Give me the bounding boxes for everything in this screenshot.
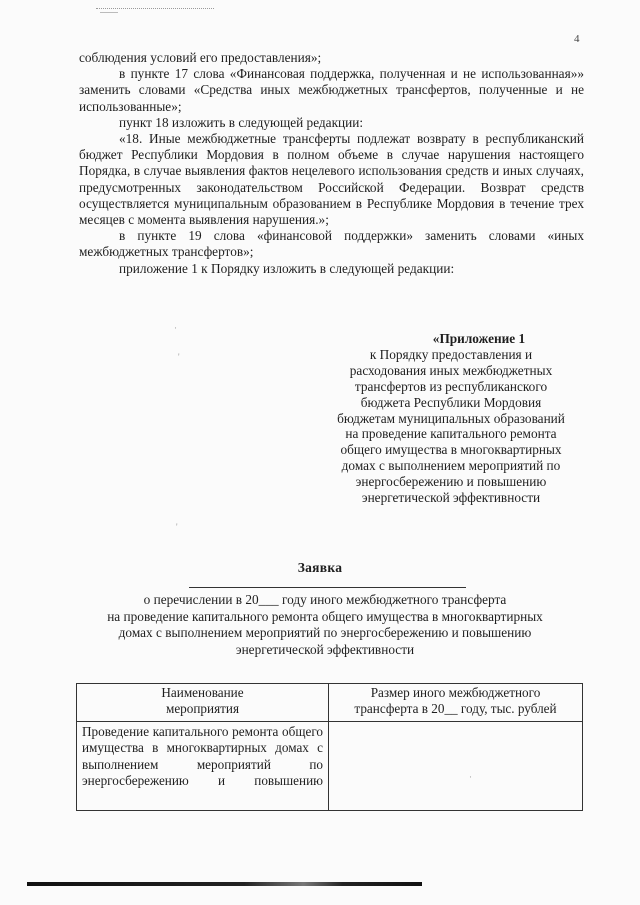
body-paragraph: соблюдения условий его предоставления»; xyxy=(79,50,322,65)
appendix-caption-line: домах с выполнением мероприятий по xyxy=(341,458,561,474)
request-subtitle-line: на проведение капитального ремонта общего имущества в многоквартирных xyxy=(107,608,543,624)
appendix-caption-line: на проведение капитального ремонта xyxy=(345,426,557,442)
request-subtitle xyxy=(75,592,575,658)
appendix-caption-line: расходования иных межбюджетных xyxy=(349,362,553,378)
scan-speck: ' xyxy=(176,522,178,532)
scan-speck: · xyxy=(174,323,177,333)
appendix-title: «Приложение 1 xyxy=(432,331,526,346)
appendix-caption-line: общего имущества в многоквартирных xyxy=(340,442,562,458)
request-subtitle-line: энергетической эффективности xyxy=(235,641,415,657)
request-subtitle-line: домах с выполнением мероприятий по энергосбережению и повышению xyxy=(118,625,532,640)
appendix-caption-line: трансфертов из республиканского xyxy=(354,378,548,394)
cell-amount xyxy=(329,722,583,811)
amendment-text xyxy=(79,50,584,277)
body-paragraph: в пункте 19 слова «финансовой поддержки» заменить словами «иных межбюджетных трансфертов»; xyxy=(79,228,584,260)
scan-speck: · xyxy=(469,772,472,782)
table-row xyxy=(77,722,583,811)
scan-artifact-top-mark xyxy=(100,12,118,13)
scan-artifact-bottom-bar xyxy=(27,882,422,886)
appendix-caption xyxy=(316,347,586,506)
appendix-caption-line: бюджета Республики Мордовия xyxy=(360,394,542,410)
scan-artifact-top xyxy=(96,8,214,11)
table-header-row xyxy=(77,684,583,722)
column-header-amount: Размер иного межбюджетного трансферта в 20__ году, тыс. рублей xyxy=(329,684,583,722)
appendix-caption-line: энергосбережению и повышению xyxy=(355,474,547,490)
column-header-event: Наименование мероприятия xyxy=(77,684,329,722)
body-paragraph: пункт 18 изложить в следующей редакции: xyxy=(119,114,364,130)
body-paragraph: «18. Иные межбюджетные трансферты подлежат возврату в республиканский бюджет Республики Мордовия в полном объеме в случае нарушения настоящего Порядка, в случае выявления фактов нецелевого использования средств и иных случаях, предусмотренных законодательством Российской Федерации. Возврат средств осуществляется муниципальным образованием в Республике Мордовия в течение трех месяцев с момента выявления нарушения.»; xyxy=(79,131,584,228)
appendix-caption-line: энергетической эффективности xyxy=(361,490,541,506)
request-title-underline xyxy=(189,587,466,588)
page-number: 4 xyxy=(574,33,580,45)
appendix-caption-line: к Порядку предоставления и xyxy=(369,346,533,362)
appendix-heading-block xyxy=(316,331,586,506)
request-subtitle-line: о перечислении в 20___ году иного межбюджетного трансферта xyxy=(143,592,507,607)
cell-event-name: Проведение капитального ремонта общего имущества в многоквартирных домах с выполнением мероприятий по энергосбережению и повышению xyxy=(77,722,329,811)
scan-speck: ' xyxy=(178,352,180,362)
appendix-caption-line: бюджетам муниципальных образований xyxy=(337,410,565,426)
body-paragraph: приложение 1 к Порядку изложить в следующей редакции: xyxy=(119,260,455,276)
request-title: Заявка xyxy=(297,560,343,575)
body-paragraph: в пункте 17 слова «Финансовая поддержка, полученная и не использованная»» заменить словами «Средства иных межбюджетных трансфертов, полученные и не использованные»; xyxy=(79,66,584,114)
request-table xyxy=(76,683,583,811)
